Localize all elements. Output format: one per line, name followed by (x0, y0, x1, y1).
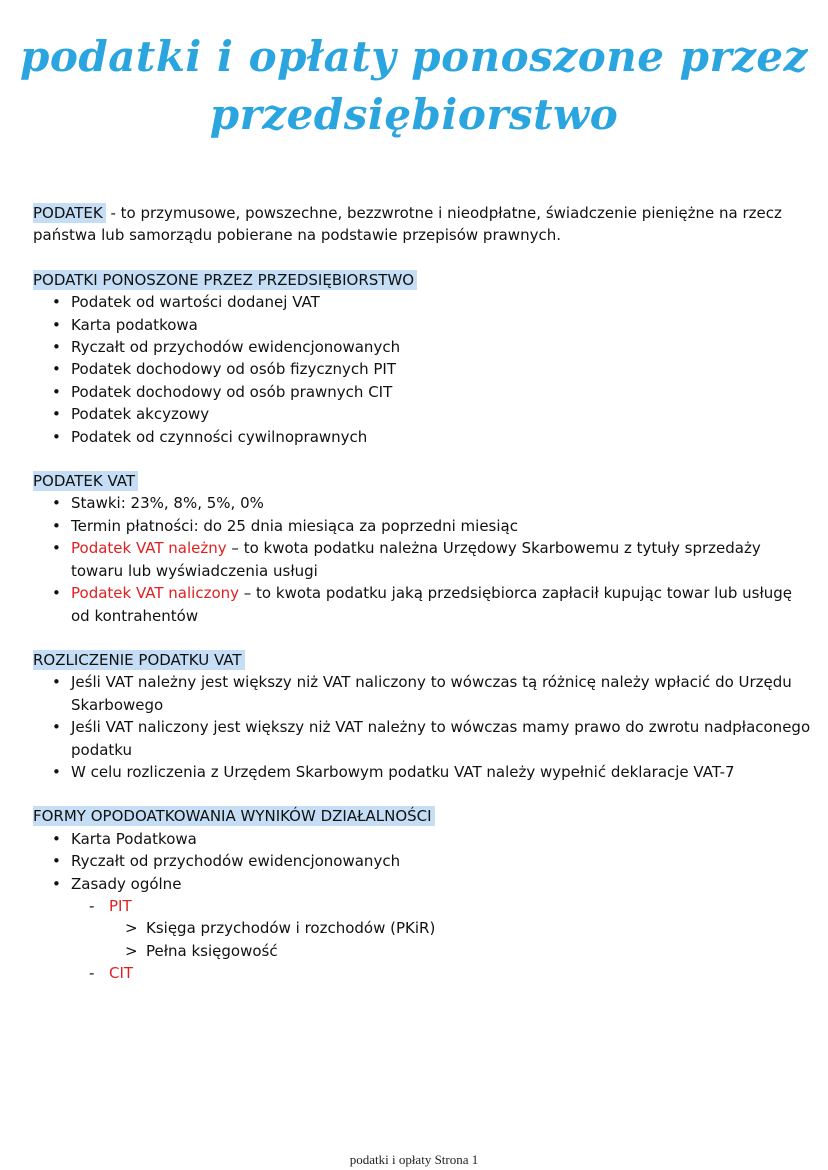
section-vat-heading: PODATEK VAT (33, 471, 138, 491)
page-title-line-1: podatki i opłaty ponoszone przez (19, 32, 809, 81)
dash-marker: - (89, 896, 95, 915)
list-item (33, 582, 813, 627)
definition-paragraph (33, 202, 813, 247)
list-item: • Podatek od czynności cywilnoprawnych (33, 426, 813, 448)
section-vat (33, 470, 813, 627)
list-item (33, 537, 813, 582)
section-forms-heading: FORMY OPODOATKOWANIA WYNIKÓW DZIAŁALNOŚCI (33, 806, 435, 826)
list-item: • Karta Podatkowa (33, 828, 813, 850)
section-taxes (33, 269, 813, 448)
section-settlement (33, 649, 813, 783)
settlement-list (33, 671, 813, 783)
pit-sublist (33, 917, 813, 962)
list-item: • Termin płatności: do 25 dnia miesiąca za poprzedni miesiąc (33, 515, 813, 537)
list-item: • Karta podatkowa (33, 314, 813, 336)
sublist-item-cit (33, 962, 813, 984)
vat-due-term: Podatek VAT należny (71, 539, 227, 558)
general-rules-sublist (33, 895, 813, 917)
sublist-item (33, 940, 813, 962)
document-body (33, 202, 813, 1007)
list-item: • Ryczałt od przychodów ewidencjonowanych (33, 336, 813, 358)
taxes-list (33, 291, 813, 448)
page-title (0, 28, 828, 144)
list-item: • Podatek dochodowy od osób fizycznych PIT (33, 358, 813, 380)
page-footer: podatki i opłaty Strona 1 (349, 1152, 479, 1167)
section-taxes-heading: PODATKI PONOSZONE PRZEZ PRZEDSIĘBIORSTWO (33, 270, 417, 290)
cit-label: CIT (109, 964, 134, 983)
list-item: • Podatek od wartości dodanej VAT (33, 291, 813, 313)
vat-input-text: – to kwota podatku jaką przedsiębiorca zapłacił kupując towar lub usługę od kontrahentów (71, 584, 792, 625)
forms-list (33, 828, 813, 895)
list-item: • Zasady ogólne (33, 873, 813, 895)
list-item: • Jeśli VAT należny jest większy niż VAT naliczony to wówczas tą różnicę należy wpłacić do Urzędu Skarbowego (33, 671, 813, 716)
pit-option-ledger: Księga przychodów i rozchodów (PKiR) (146, 919, 436, 938)
list-item: • W celu rozliczenia z Urzędem Skarbowym podatku VAT należy wypełnić deklaracje VAT-7 (33, 761, 813, 783)
definition-text: - to przymusowe, powszechne, bezzwrotne i nieodpłatne, świadczenie pieniężne na rzecz państwa lub samorządu pobierane na podstawie przepisów prawnych. (33, 204, 782, 245)
list-item: • Podatek akcyzowy (33, 403, 813, 425)
general-rules-sublist-cit (33, 962, 813, 984)
vat-list (33, 492, 813, 626)
pit-option-full-accounting: Pełna księgowość (146, 941, 278, 960)
vat-input-term: Podatek VAT naliczony (71, 584, 240, 603)
page-title-line-2: przedsiębiorstwo (209, 90, 619, 139)
section-forms (33, 805, 813, 984)
list-item: • Jeśli VAT naliczony jest większy niż VAT należny to wówczas mamy prawo do zwrotu nadpłaconego podatku (33, 716, 813, 761)
list-item: • Ryczałt od przychodów ewidencjonowanych (33, 850, 813, 872)
definition-term: PODATEK (33, 203, 106, 223)
sublist-item (33, 917, 813, 939)
arrow-marker: > (125, 919, 138, 938)
list-item: • Podatek dochodowy od osób prawnych CIT (33, 381, 813, 403)
vat-due-text: – to kwota podatku należna Urzędowy Skarbowemu z tytuły sprzedaży towaru lub wyświadczenia usługi (71, 539, 761, 580)
dash-marker: - (89, 964, 95, 983)
pit-label: PIT (109, 896, 132, 915)
sublist-item-pit (33, 895, 813, 917)
list-item: • Stawki: 23%, 8%, 5%, 0% (33, 492, 813, 514)
arrow-marker: > (125, 941, 138, 960)
section-settlement-heading: ROZLICZENIE PODATKU VAT (33, 650, 245, 670)
